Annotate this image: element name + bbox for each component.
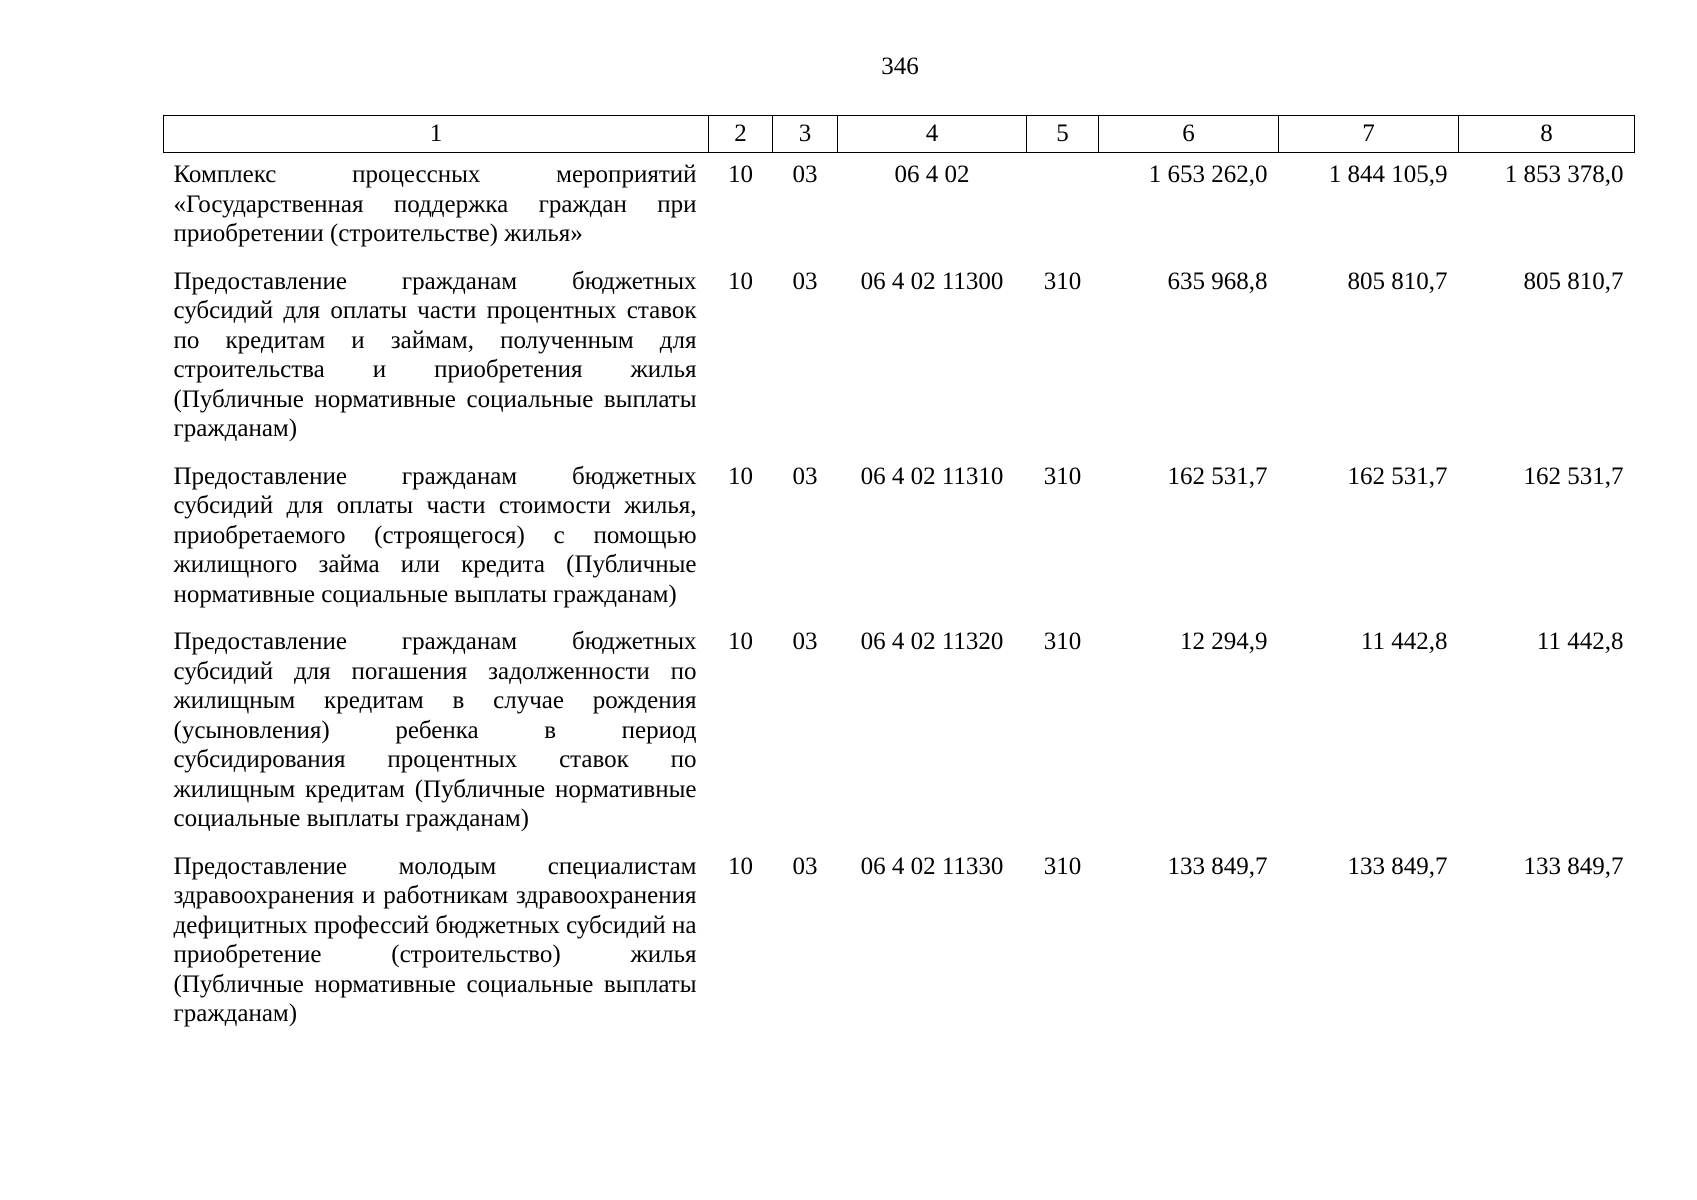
row-description: Предоставление молодым специалистам здравоохранения и работникам здравоохранения дефицитных профессий бюджетных субсидий на приобретение (строительство) жилья (Публичные нормативные социальные выплаты гражданам) <box>173 852 697 1027</box>
row-description: Предоставление гражданам бюджетных субсидий для погашения задолженности по жилищным кредитам в случае рождения (усыновления) ребенка в период субсидирования процентных ставок по жилищным кредитам (Публичные нормативные социальные выплаты гражданам) <box>173 628 697 832</box>
budget-table <box>163 115 1635 1040</box>
row-amount-col8: 805 810,7 <box>1523 267 1624 295</box>
row-subsection: 03 <box>792 628 818 655</box>
row-subsection: 03 <box>792 852 818 880</box>
row-amount-col6: 12 294,9 <box>1180 628 1268 655</box>
row-target-code: 06 4 02 11310 <box>860 462 1004 490</box>
row-amount-col8: 133 849,7 <box>1523 852 1624 880</box>
row-amount-col7: 11 442,8 <box>1360 628 1448 655</box>
row-amount-col8: 11 442,8 <box>1536 628 1624 655</box>
column-header-8: 8 <box>1459 116 1635 153</box>
row-description: Предоставление гражданам бюджетных субсидий для оплаты части стоимости жилья, приобретаемого (строящегося) с помощью жилищного займа или кредита (Публичные нормативные социальные выплаты гражданам) <box>173 462 697 608</box>
row-target-code: 06 4 02 11320 <box>860 628 1004 655</box>
table-row <box>164 260 1635 455</box>
row-amount-col6: 133 849,7 <box>1167 852 1268 880</box>
row-amount-col6: 1 653 262,0 <box>1148 161 1268 188</box>
row-subsection: 03 <box>792 462 818 490</box>
row-amount-col6: 635 968,8 <box>1167 267 1268 295</box>
row-expense-type: 310 <box>1043 628 1082 655</box>
row-amount-col8: 162 531,7 <box>1523 462 1624 490</box>
row-amount-col8: 1 853 378,0 <box>1504 161 1624 188</box>
row-target-code: 06 4 02 <box>894 161 970 188</box>
row-section: 10 <box>728 462 753 490</box>
column-header-5: 5 <box>1027 116 1099 153</box>
row-expense-type: 310 <box>1043 852 1082 880</box>
table-row <box>164 455 1635 621</box>
table-header <box>164 116 1635 153</box>
row-target-code: 06 4 02 11330 <box>860 852 1004 880</box>
column-header-7: 7 <box>1279 116 1459 153</box>
row-section: 10 <box>728 628 753 655</box>
column-header-3: 3 <box>773 116 838 153</box>
row-expense-type: 310 <box>1043 462 1082 490</box>
row-target-code: 06 4 02 11300 <box>860 267 1004 295</box>
table-body <box>164 153 1635 1040</box>
row-section: 10 <box>728 852 753 880</box>
row-subsection: 03 <box>792 161 818 188</box>
row-amount-col7: 1 844 105,9 <box>1328 161 1448 188</box>
row-description: Комплекс процессных мероприятий «Государственная поддержка граждан при приобретении (строительстве) жилья» <box>173 161 697 247</box>
table-row <box>164 845 1635 1040</box>
row-section: 10 <box>728 161 753 188</box>
column-header-4: 4 <box>838 116 1027 153</box>
column-header-2: 2 <box>709 116 773 153</box>
column-header-6: 6 <box>1099 116 1279 153</box>
page-number: 346 <box>881 53 919 80</box>
row-section: 10 <box>728 267 753 295</box>
column-header-1: 1 <box>164 116 709 153</box>
row-amount-col6: 162 531,7 <box>1167 462 1268 490</box>
row-description: Предоставление гражданам бюджетных субсидий для оплаты части процентных ставок по кредитам и займам, полученным для строительства и приобретения жилья (Публичные нормативные социальные выплаты гражданам) <box>173 267 697 442</box>
table-row <box>164 153 1635 260</box>
row-amount-col7: 162 531,7 <box>1347 462 1448 490</box>
row-expense-type <box>1027 153 1099 260</box>
row-amount-col7: 133 849,7 <box>1347 852 1448 880</box>
row-expense-type: 310 <box>1043 267 1082 295</box>
row-subsection: 03 <box>792 267 818 295</box>
table-row <box>164 620 1635 845</box>
row-amount-col7: 805 810,7 <box>1347 267 1448 295</box>
header-row <box>164 116 1635 153</box>
